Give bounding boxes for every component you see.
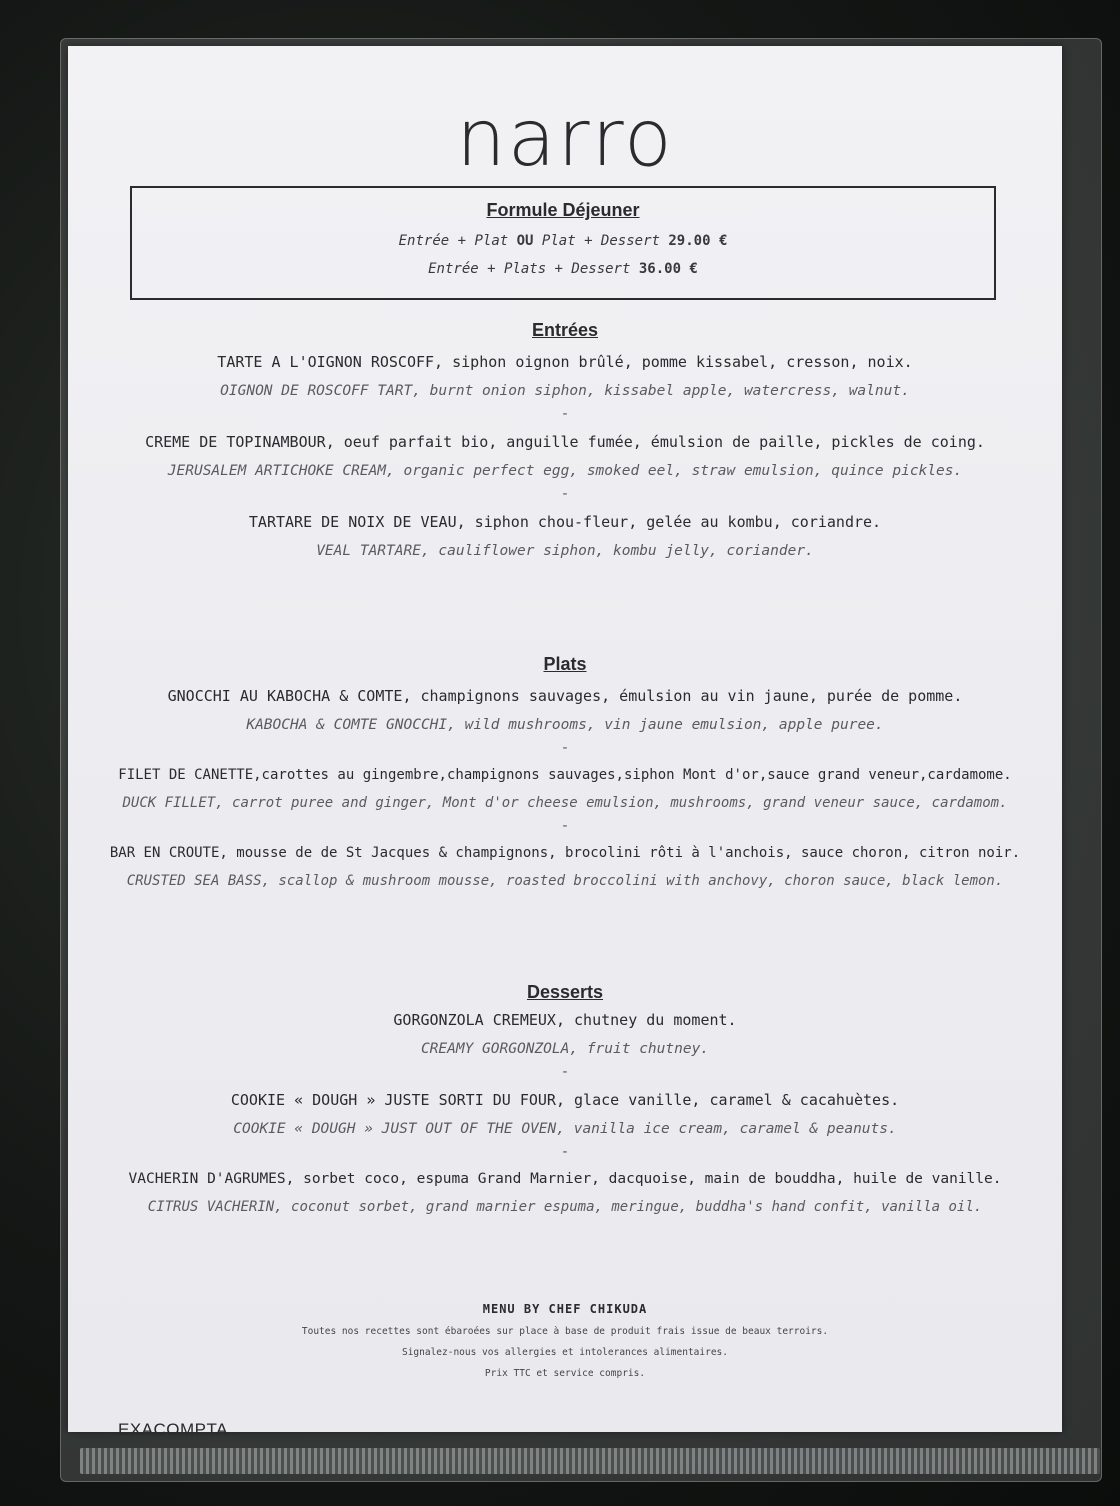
section-title-plats: Plats [543,654,587,674]
dish-item: TARTARE DE NOIX DE VEAU, siphon chou-fleur, gelée au kombu, coriandre. VEAL TARTARE, cauliflower siphon, kombu jelly, coriander. [248,513,882,559]
formula-line-1: Entrée + Plat OU Plat + Dessert 29.00 € [398,233,728,249]
footer-note: Toutes nos recettes sont ébaroées sur place à base de produit frais issue de beaux terroirs. [301,1326,829,1337]
section-title-desserts: Desserts [526,982,604,1002]
dish-item: FILET DE CANETTE,carottes au gingembre,champignons sauvages,siphon Mont d'or,sauce grand veneur,cardamome. DUCK FILLET, carrot puree and ginger, Mont d'or cheese emulsion, mushrooms, grand veneur sauce, cardamom. [118,767,1012,811]
formula-price-1: 29.00 € [668,233,728,249]
restaurant-logo: narro [456,94,674,184]
section-title-entrees: Entrées [531,320,599,340]
formula-line-2: Entrée + Plats + Dessert 36.00 € [428,261,698,277]
lunch-formula-box [130,186,996,300]
section-plats [68,654,1062,889]
separator-dash: - [560,818,570,834]
separator-dash: - [560,406,570,422]
dish-item: GNOCCHI AU KABOCHA & COMTE, champignons sauvages, émulsion au vin jaune, purée de pomme. KABOCHA & COMTE GNOCCHI, wild mushrooms, vin jaune emulsion, apple puree. [167,687,963,733]
separator-dash: - [560,1064,570,1080]
section-entrees [68,320,1062,559]
formula-price-2: 36.00 € [638,261,698,277]
footer-note: Signalez-nous vos allergies et intolerances alimentaires. [401,1347,728,1358]
section-desserts [68,982,1062,1215]
dish-item: VACHERIN D'AGRUMES, sorbet coco, espuma Grand Marnier, dacquoise, main de bouddha, huile de vanille. CITRUS VACHERIN, coconut sorbet, grand marnier espuma, meringue, buddha's hand confit, vanilla oil. [128,1171,1002,1215]
dish-item: GORGONZOLA CREMEUX, chutney du moment. CREAMY GORGONZOLA, fruit chutney. [393,1011,737,1057]
dish-item: TARTE A L'OIGNON ROSCOFF, siphon oignon brûlé, pomme kissabel, cresson, noix. OIGNON DE ROSCOFF TART, burnt onion siphon, kissabel apple, watercress, walnut. [217,353,913,399]
chef-credit: MENU BY CHEF CHIKUDA [482,1302,648,1316]
sleeve-edge-strip [80,1448,1100,1474]
menu-sheet [68,46,1062,1439]
dish-item: CREME DE TOPINAMBOUR, oeuf parfait bio, anguille fumée, émulsion de paille, pickles de coing. JERUSALEM ARTICHOKE CREAM, organic perfect egg, smoked eel, straw emulsion, quince pickles. [145,433,985,479]
footer-note: Prix TTC et service compris. [484,1368,646,1379]
dish-item: COOKIE « DOUGH » JUSTE SORTI DU FOUR, glace vanille, caramel & cacahuètes. COOKIE « DOUGH » JUST OUT OF THE OVEN, vanilla ice cream, caramel & peanuts. [230,1091,900,1137]
separator-dash: - [560,740,570,756]
separator-dash: - [560,1144,570,1160]
formula-title: Formule Déjeuner [486,200,640,220]
separator-dash: - [560,486,570,502]
sleeve-brand-label: EXACOMPTA [118,1420,228,1439]
menu-footer [68,1302,1062,1379]
dish-item: BAR EN CROUTE, mousse de de St Jacques & champignons, brocolini rôti à l'anchois, sauce choron, citron noir. CRUSTED SEA BASS, scallop & mushroom mousse, roasted broccolini with anchovy, choron sauce, black lemon. [109,845,1021,889]
